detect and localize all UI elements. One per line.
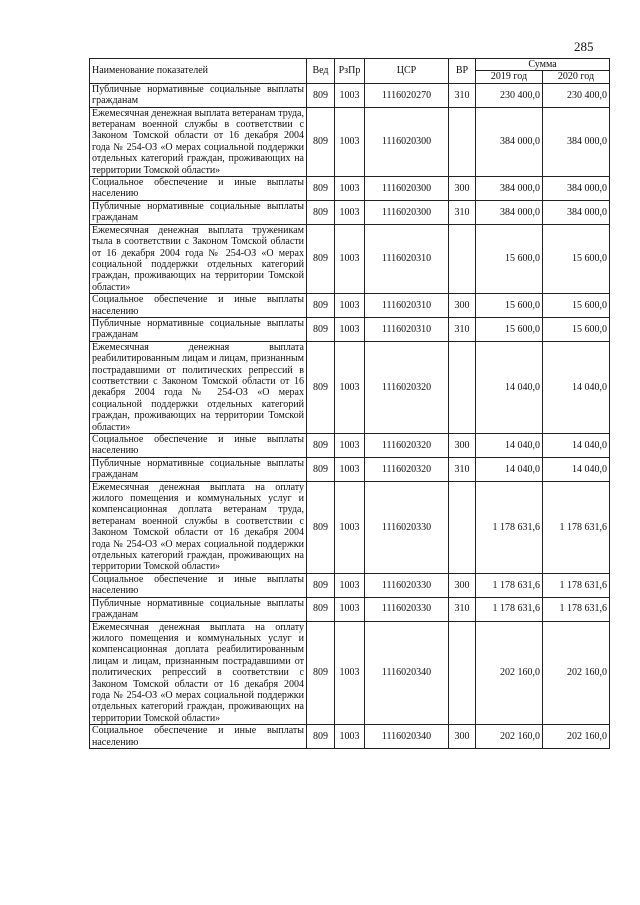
row-sum-2020: 15 600,0 xyxy=(543,294,610,318)
row-ved: 809 xyxy=(307,457,335,481)
table-row xyxy=(90,725,610,749)
row-rzpr: 1003 xyxy=(335,573,365,597)
row-vr: 310 xyxy=(449,597,476,621)
row-csr: 1116020320 xyxy=(365,457,449,481)
page-number: 285 xyxy=(574,39,594,54)
row-csr: 1116020320 xyxy=(365,434,449,458)
row-sum-2019: 202 160,0 xyxy=(476,725,543,749)
budget-table xyxy=(89,58,610,749)
table-row xyxy=(90,481,610,573)
table-row xyxy=(90,317,610,341)
row-sum-2020: 384 000,0 xyxy=(543,107,610,176)
row-csr: 1116020330 xyxy=(365,573,449,597)
row-name: Социальное обеспечение и иные выплаты населению xyxy=(90,573,307,597)
row-vr: 300 xyxy=(449,294,476,318)
table-body xyxy=(90,83,610,748)
row-csr: 1116020310 xyxy=(365,224,449,293)
row-rzpr: 1003 xyxy=(335,294,365,318)
row-vr xyxy=(449,107,476,176)
table-row xyxy=(90,224,610,293)
row-ved: 809 xyxy=(307,434,335,458)
row-sum-2019: 202 160,0 xyxy=(476,621,543,725)
row-csr: 1116020310 xyxy=(365,294,449,318)
row-rzpr: 1003 xyxy=(335,725,365,749)
row-sum-2020: 384 000,0 xyxy=(543,177,610,201)
row-name: Ежемесячная денежная выплата на оплату жилого помещения и коммунальных услуг и компенсационная доплата ветеранам труда, ветеранам военной службы в соответствии с Законом Томской области от 16 декабря 2004 года № 254-ОЗ «О мерах социальной поддержки отдельных категорий граждан, проживающих на территории Томской области» xyxy=(90,481,307,573)
row-ved: 809 xyxy=(307,177,335,201)
row-ved: 809 xyxy=(307,224,335,293)
row-ved: 809 xyxy=(307,107,335,176)
row-vr xyxy=(449,224,476,293)
table-row xyxy=(90,294,610,318)
table-header xyxy=(90,59,610,84)
table-row xyxy=(90,573,610,597)
table-row xyxy=(90,597,610,621)
row-sum-2019: 1 178 631,6 xyxy=(476,597,543,621)
row-vr: 310 xyxy=(449,200,476,224)
row-sum-2019: 1 178 631,6 xyxy=(476,573,543,597)
row-vr: 310 xyxy=(449,317,476,341)
row-sum-2020: 14 040,0 xyxy=(543,457,610,481)
row-rzpr: 1003 xyxy=(335,177,365,201)
row-ved: 809 xyxy=(307,621,335,725)
row-vr: 300 xyxy=(449,177,476,201)
row-rzpr: 1003 xyxy=(335,597,365,621)
row-ved: 809 xyxy=(307,481,335,573)
row-vr: 310 xyxy=(449,457,476,481)
table-row xyxy=(90,107,610,176)
row-ved: 809 xyxy=(307,725,335,749)
row-sum-2019: 14 040,0 xyxy=(476,434,543,458)
row-sum-2020: 15 600,0 xyxy=(543,317,610,341)
row-sum-2019: 1 178 631,6 xyxy=(476,481,543,573)
row-sum-2020: 202 160,0 xyxy=(543,621,610,725)
row-csr: 1116020330 xyxy=(365,481,449,573)
row-ved: 809 xyxy=(307,317,335,341)
row-ved: 809 xyxy=(307,341,335,433)
table-row xyxy=(90,200,610,224)
row-rzpr: 1003 xyxy=(335,481,365,573)
row-ved: 809 xyxy=(307,83,335,107)
row-ved: 809 xyxy=(307,294,335,318)
row-vr xyxy=(449,621,476,725)
row-csr: 1116020270 xyxy=(365,83,449,107)
table-row xyxy=(90,177,610,201)
row-sum-2020: 1 178 631,6 xyxy=(543,573,610,597)
table-row xyxy=(90,457,610,481)
row-name: Публичные нормативные социальные выплаты гражданам xyxy=(90,597,307,621)
row-vr: 310 xyxy=(449,83,476,107)
row-csr: 1116020340 xyxy=(365,725,449,749)
row-sum-2019: 15 600,0 xyxy=(476,294,543,318)
row-sum-2019: 384 000,0 xyxy=(476,107,543,176)
row-rzpr: 1003 xyxy=(335,621,365,725)
row-sum-2019: 14 040,0 xyxy=(476,341,543,433)
row-rzpr: 1003 xyxy=(335,341,365,433)
row-csr: 1116020300 xyxy=(365,177,449,201)
row-sum-2019: 15 600,0 xyxy=(476,317,543,341)
row-sum-2020: 384 000,0 xyxy=(543,200,610,224)
row-csr: 1116020330 xyxy=(365,597,449,621)
row-name: Публичные нормативные социальные выплаты гражданам xyxy=(90,317,307,341)
header-csr: ЦСР xyxy=(365,59,449,84)
row-csr: 1116020300 xyxy=(365,107,449,176)
row-rzpr: 1003 xyxy=(335,200,365,224)
row-sum-2020: 230 400,0 xyxy=(543,83,610,107)
row-ved: 809 xyxy=(307,200,335,224)
row-sum-2019: 384 000,0 xyxy=(476,200,543,224)
row-rzpr: 1003 xyxy=(335,107,365,176)
row-rzpr: 1003 xyxy=(335,317,365,341)
table-row xyxy=(90,341,610,433)
row-sum-2020: 1 178 631,6 xyxy=(543,481,610,573)
row-name: Социальное обеспечение и иные выплаты населению xyxy=(90,725,307,749)
header-rzpr: РзПр xyxy=(335,59,365,84)
row-vr: 300 xyxy=(449,573,476,597)
row-name: Социальное обеспечение и иные выплаты населению xyxy=(90,434,307,458)
row-name: Ежемесячная денежная выплата ветеранам труда, ветеранам военной службы в соответствии с Законом Томской области от 16 декабря 2004 года № 254-ОЗ «О мерах социальной поддержки отдельных категорий граждан, проживающих на территории Томской области» xyxy=(90,107,307,176)
header-year-2020: 2020 год xyxy=(543,71,610,83)
row-vr: 300 xyxy=(449,434,476,458)
row-name: Ежемесячная денежная выплата труженикам тыла в соответствии с Законом Томской области от 16 декабря 2004 года № 254-ОЗ «О мерах социальной поддержки отдельных категорий граждан, проживающих на территории Томской области» xyxy=(90,224,307,293)
header-year-2019: 2019 год xyxy=(476,71,543,83)
row-ved: 809 xyxy=(307,573,335,597)
row-vr xyxy=(449,481,476,573)
row-sum-2020: 14 040,0 xyxy=(543,341,610,433)
row-vr xyxy=(449,341,476,433)
row-rzpr: 1003 xyxy=(335,457,365,481)
table-row xyxy=(90,434,610,458)
header-name: Наименование показателей xyxy=(90,59,307,84)
table-row xyxy=(90,621,610,725)
row-vr: 300 xyxy=(449,725,476,749)
row-csr: 1116020340 xyxy=(365,621,449,725)
row-sum-2019: 384 000,0 xyxy=(476,177,543,201)
row-name: Публичные нормативные социальные выплаты гражданам xyxy=(90,457,307,481)
row-csr: 1116020310 xyxy=(365,317,449,341)
row-rzpr: 1003 xyxy=(335,434,365,458)
table-row xyxy=(90,83,610,107)
row-sum-2019: 230 400,0 xyxy=(476,83,543,107)
row-name: Социальное обеспечение и иные выплаты населению xyxy=(90,177,307,201)
row-name: Ежемесячная денежная выплата реабилитированным лицам и лицам, признанным пострадавшими от политических репрессий в соответствии с Законом Томской области от 16 декабря 2004 года № 254-ОЗ «О мерах социальной поддержки отдельных категорий граждан, проживающих на территории Томской области» xyxy=(90,341,307,433)
row-name: Публичные нормативные социальные выплаты гражданам xyxy=(90,83,307,107)
row-csr: 1116020320 xyxy=(365,341,449,433)
row-rzpr: 1003 xyxy=(335,83,365,107)
header-sum: Сумма xyxy=(476,59,610,71)
header-ved: Вед xyxy=(307,59,335,84)
row-csr: 1116020300 xyxy=(365,200,449,224)
header-vr: ВР xyxy=(449,59,476,84)
row-name: Публичные нормативные социальные выплаты гражданам xyxy=(90,200,307,224)
row-sum-2020: 202 160,0 xyxy=(543,725,610,749)
row-sum-2020: 14 040,0 xyxy=(543,434,610,458)
row-sum-2019: 15 600,0 xyxy=(476,224,543,293)
row-name: Социальное обеспечение и иные выплаты населению xyxy=(90,294,307,318)
row-sum-2020: 1 178 631,6 xyxy=(543,597,610,621)
row-ved: 809 xyxy=(307,597,335,621)
row-rzpr: 1003 xyxy=(335,224,365,293)
row-sum-2019: 14 040,0 xyxy=(476,457,543,481)
row-name: Ежемесячная денежная выплата на оплату жилого помещения и коммунальных услуг и компенсационная доплата реабилитированным лицам и лицам, признанным пострадавшими от политических репрессий в соответствии с Законом Томской области от 16 декабря 2004 года № 254-ОЗ «О мерах социальной поддержки отдельных категорий граждан, проживающих на территории Томской области» xyxy=(90,621,307,725)
row-sum-2020: 15 600,0 xyxy=(543,224,610,293)
